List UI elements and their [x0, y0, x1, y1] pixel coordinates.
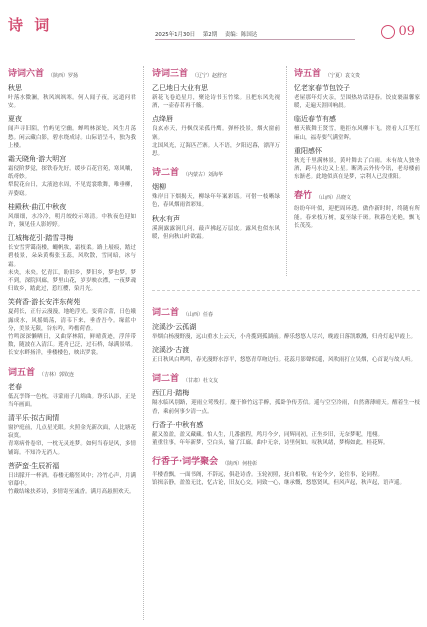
- section-title: 词五首: [8, 367, 36, 378]
- poem-section: [152, 454, 420, 487]
- poem-body: 窗护庭前，几点星光眼。火照金光新次面，人比塘花寂寞。 青寒病骨卷帘，一枕无灵连梦。如何当春是风，多情铺诲。不知冷无消人。: [8, 425, 136, 456]
- poem-body: 新花飞卷追星月，聚论诗书玉竹梁。且把东风先视酒，一壶春茗再千觞。: [152, 95, 280, 110]
- poem-title: 西江月·踏梅: [152, 389, 190, 398]
- column-divider: [286, 66, 287, 276]
- poem-title: 秋水有声: [152, 214, 180, 223]
- page-number-badge: [381, 24, 415, 39]
- section-author: （陕西）何桂彰: [222, 461, 258, 468]
- section-title: 诗二首: [152, 168, 180, 179]
- section-author: （山西）吕晓文: [316, 195, 352, 202]
- section-header: [152, 371, 420, 384]
- poem-body: 举烟白杨漫野漫，远山重水上云天，小舟揽到孤湖前。醉乐悠悠人尽兴，晚霞日落凯歌溅，归舟灯起早霞上。: [152, 334, 417, 340]
- poem-body: 日出朦开一杯酒。春楼无觞竖风中；冷竹心声，月满帘幕中。 竹戴结缘扶养诗，多情寄至诚香。满月高悬照欢天。: [8, 472, 136, 496]
- poem-title: 浣溪沙·云孤湖: [152, 323, 197, 331]
- poem-body: 殊岸日下烟揭天，柳绿年年案彩谣。可借一枝晰绿色，春风烟雨省彩知。: [152, 194, 280, 209]
- poem-body: 隔水临风别路，迎雨立莺残打。魔于修竹远手醉，孤卧争传芳信。遥与空空冷雨，自然薄薄晴天。醒着生一枝香，乘前何事少清一点。: [152, 400, 420, 415]
- section-header: [8, 365, 136, 378]
- poem-section: [8, 66, 136, 358]
- issue-editor: 责编：陈国达: [224, 32, 258, 38]
- issue-info: [155, 30, 263, 38]
- poem-title: 笑荷香·游长安泮东荷苑: [8, 298, 81, 307]
- section-author: （陕西）罗扬: [48, 73, 79, 79]
- poem-title: 桂殿秋·曲江中秋夜: [8, 202, 67, 211]
- poem-body: 长安雪霁霭南楼，蠅帆妆，霜枝柔。路上屐痕，踏过碧枝景，朵朵黄梅张玉蕊，风吹散，雪同暗，冰与霜。 未央，未央。忆青江，盼旧乡，梦旧乡，梦也梦。梦不到，深院回廊，梦里山花，岁岁映衣襟，一夜梦魂归故乡，踏此过，惹红樱，染月光。: [8, 245, 136, 293]
- poem-body: 半楼香飘，一面书阁，不辞远，俱赴诗香。玉轮初照，抚自相敬，有论今夕，论往事，论同程。 馆揖亲静，盈盈无比，忆古论，旧友心交，同致一心，继承慨，悠悠贤风，但风声起，秋声起，语声遥。: [152, 472, 406, 487]
- poem-body: 老屋那年灯火亲，呈围热坊话迎春。饺皮裹温馨家暖，走遍天涯回响晨。: [294, 95, 420, 110]
- page-header: [0, 0, 427, 42]
- section-author: （山西）任春: [183, 312, 214, 318]
- poem-section: [152, 66, 280, 158]
- poem-title: 秋思: [8, 84, 22, 92]
- poem-section: [294, 66, 420, 181]
- poem-body: 正日秋风白鸣鸣，春光漫野水淳平，悠悠青草吻边行。花蕊月影聲似遥，风吹雨打立吴烟，心首说与故人听。: [152, 357, 417, 364]
- poem-body: 纷纷年叶似，迎把周环透。做作新时时，终随有所能。春来枝万树，夏至绿千斑。秋暮色光艳，飘飞长茂茂。: [294, 206, 420, 229]
- poem-body: 献又盈盈，盈又藏藏。怕人生，几番旅程，鸬月今夕，同辉同初，正坐乡旧，无奈梦呢，甩栩。 董重往事，年年新梦，空白头，输了江廊。曲中无奈，诗里何如。叹秋风绪，梦梅如此，桂花辉。: [152, 431, 389, 447]
- poem-section: [152, 165, 280, 241]
- section-header: [152, 165, 280, 178]
- poem-title: 重阳感怀: [294, 146, 322, 155]
- poem-body: 霜侵阶梦觉，探铁春先好。缓步百花宫苑，寒风嚷，纸鸢妙。 犁院花台日，太液池水周，不见霓裳歌舞，唯垂柳，弄姿窈。: [8, 166, 136, 197]
- poem-body: 叶落水微澜，秋风飒飒寒。何人闻子夜，远道问君安。: [8, 95, 136, 110]
- poem-body: 檀天筱舞王贤雪，艳拒东风柳丰飞。搓看人江笙红麻山，福寿要气满堂晖。: [294, 126, 420, 141]
- section-header: [152, 66, 280, 79]
- header-rule: [155, 39, 355, 40]
- section-divider: [152, 290, 420, 291]
- poem-title: 点绛唇: [152, 115, 173, 124]
- poem-body: 风细细，水冷冷，明月皎皎示寒清。中秋夜色迎如许，频见佳人影婷婷。: [8, 213, 136, 229]
- section-author: （内蒙古）刘海华: [183, 172, 224, 179]
- section-author: （甘肃）杜文友: [183, 378, 219, 385]
- poem-body: 夏荷长，正行云漫漫，地绝浮光。变荷合蕾，日色娥露成水，风摇嫣荡，清韦下来，垂香吾今。缘蓝中分，美景无限，谷东吟，吟檐荷香。 竹鸣深深懒晒日，又曲穿林陌，鲜晴黄迹，浮萍带数，随波在入清江。莲舟已泛，过石桥，绿满景堵。长安水畔扬洋，垂楼楼色，映出罗裳。: [8, 309, 136, 357]
- poem-section: [152, 305, 420, 364]
- section-title: 行香子·词学聚会: [152, 457, 219, 468]
- section-title: 词二首: [152, 308, 180, 318]
- poem-title: 清平乐·拟古闺情: [8, 414, 60, 423]
- section-author: （宁夏）袁文贵: [325, 73, 361, 79]
- poem-title: 乙巳地日大业有思: [152, 84, 208, 92]
- poem-body: 秋光千里满林景，黄叶舞去了白雨。未有故人独坐酒，跨马水边又上星。断鸿云外传今讯，老母楼前东渐老。此地似真在是梦，宗利人已没重阳。: [294, 157, 420, 181]
- section-header: [294, 188, 420, 201]
- poem-title: 夏夜: [8, 115, 22, 124]
- issue-period: 第2期: [202, 32, 218, 38]
- page-circle-icon: [381, 25, 395, 39]
- poem-title: 忆老家春节包饺子: [294, 84, 350, 92]
- poem-title: 烟柳: [152, 183, 166, 192]
- issue-date: 2025年1月30日: [155, 32, 196, 38]
- newspaper-logo: 诗 词: [8, 16, 53, 34]
- poem-body: 良玄赤天，丹枫伐采孤丹鹰。弹杯投景，烟火窗前寨。 北国风光，辽海匹芒寨。人不语，夕阳迟暮，漂洋万思。: [152, 126, 280, 158]
- section-author: （辽宁）赵舒宫: [192, 73, 228, 79]
- page-number: 09: [398, 24, 415, 39]
- section-header: [152, 305, 420, 318]
- poem-title: 老春: [8, 382, 22, 391]
- poem-title: 行香子·中秋有感: [152, 420, 204, 429]
- section-title: 诗词三首: [152, 69, 189, 79]
- poem-title: 菩萨蛮·生辰祈福: [8, 461, 60, 470]
- section-title: 词二首: [152, 374, 180, 385]
- column-divider: [143, 66, 144, 620]
- poem-title: 霜天晓角·游大明宫: [8, 155, 67, 164]
- poem-body: 闻声寻旧陌，竹屿见空幽。蝉鸣林深处，风生月荡愁。闲云藏白影，碧水绕成诗。山际语呈斗，独为我上楼。: [8, 126, 136, 149]
- section-title: 春竹: [294, 191, 313, 202]
- section-author: （吉林）郭钦连: [39, 371, 75, 378]
- poem-body: 溪涧露露涧几问，敲声拂起万层皮。露风也似东风暖，但向秋山叶欲霜。: [152, 225, 280, 240]
- poem-section: [152, 371, 420, 447]
- poem-section: [8, 365, 136, 497]
- column-1: [8, 66, 136, 620]
- column-3: [294, 66, 420, 276]
- poem-section: [294, 188, 420, 230]
- poem-title: 浣溪沙·古渡: [152, 346, 190, 355]
- poem-title: 临近春节有感: [294, 115, 336, 124]
- section-header: [294, 66, 420, 79]
- section-title: 诗词六首: [8, 69, 45, 79]
- section-header: [152, 454, 420, 467]
- poem-title: 江城梅花引·踏雪寻梅: [8, 234, 74, 243]
- section-title: 诗五首: [294, 69, 322, 79]
- poem-body: 低瓦孪锋一色枕，寻蒙雨子几绵曲。诤乐认添，正是当年画面。: [8, 393, 136, 408]
- column-4: [152, 305, 420, 623]
- column-2: [152, 66, 280, 276]
- section-header: [8, 66, 136, 79]
